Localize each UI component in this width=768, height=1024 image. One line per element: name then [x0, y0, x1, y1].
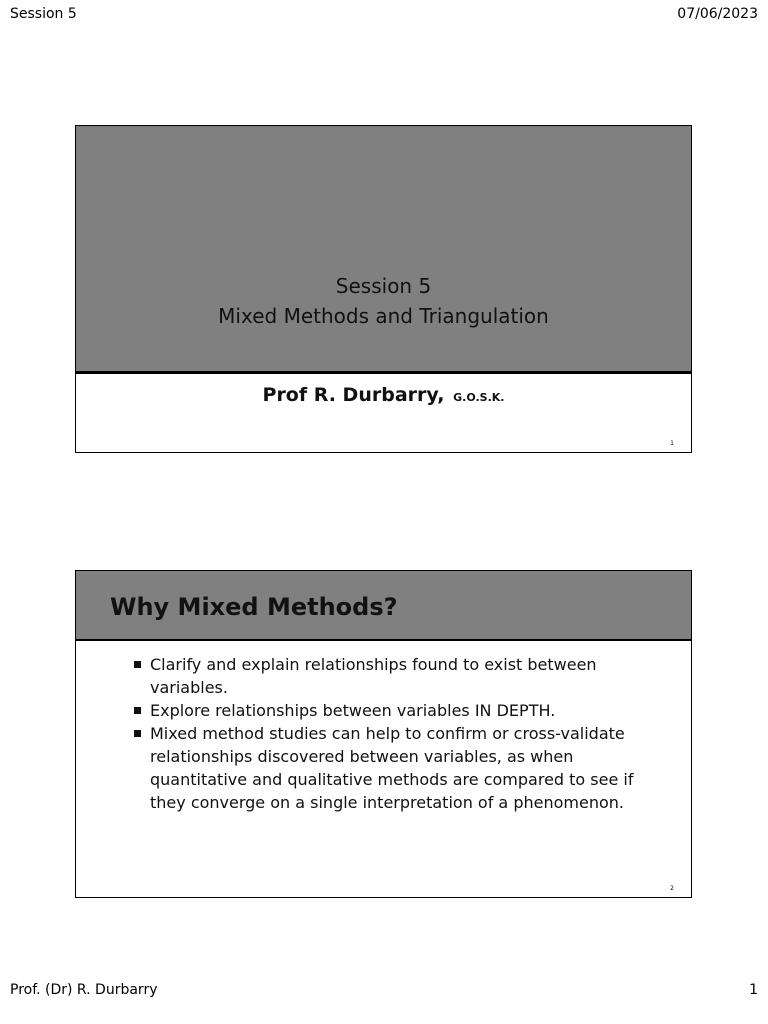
author-line [76, 384, 691, 406]
square-bullet-icon [134, 730, 141, 737]
heading-band [76, 571, 691, 641]
author-honour: G.O.S.K. [453, 391, 505, 404]
page-header-session: Session 5 [10, 6, 77, 22]
bullet-list [134, 653, 654, 814]
bullet-text: Explore relationships between variables IN DEPTH. [150, 701, 556, 720]
bullet-text: Mixed method studies can help to confirm or cross-validate relationships discovered between variables, as when quantitative and qualitative methods are compared to see if they converge on a single interpretation of a phenomenon. [150, 724, 634, 812]
bullet-item [134, 653, 654, 699]
title-band [76, 126, 691, 374]
slide-title [76, 271, 691, 331]
slide-number: 1 [670, 440, 674, 447]
slide-1 [75, 125, 692, 453]
bullet-item [134, 722, 654, 814]
page-header-date: 07/06/2023 [677, 6, 758, 22]
square-bullet-icon [134, 707, 141, 714]
slide-heading: Why Mixed Methods? [110, 593, 398, 621]
page-footer-number: 1 [749, 982, 758, 998]
slide-title-line-1: Session 5 [335, 274, 432, 298]
bullet-item [134, 699, 654, 722]
square-bullet-icon [134, 661, 141, 668]
page-footer-author: Prof. (Dr) R. Durbarry [10, 982, 158, 998]
slide-title-line-2: Mixed Methods and Triangulation [218, 304, 549, 328]
slide-2 [75, 570, 692, 898]
bullet-text: Clarify and explain relationships found to exist between variables. [150, 655, 597, 697]
author-name: Prof R. Durbarry, [262, 384, 445, 406]
slide-number: 2 [670, 885, 674, 892]
